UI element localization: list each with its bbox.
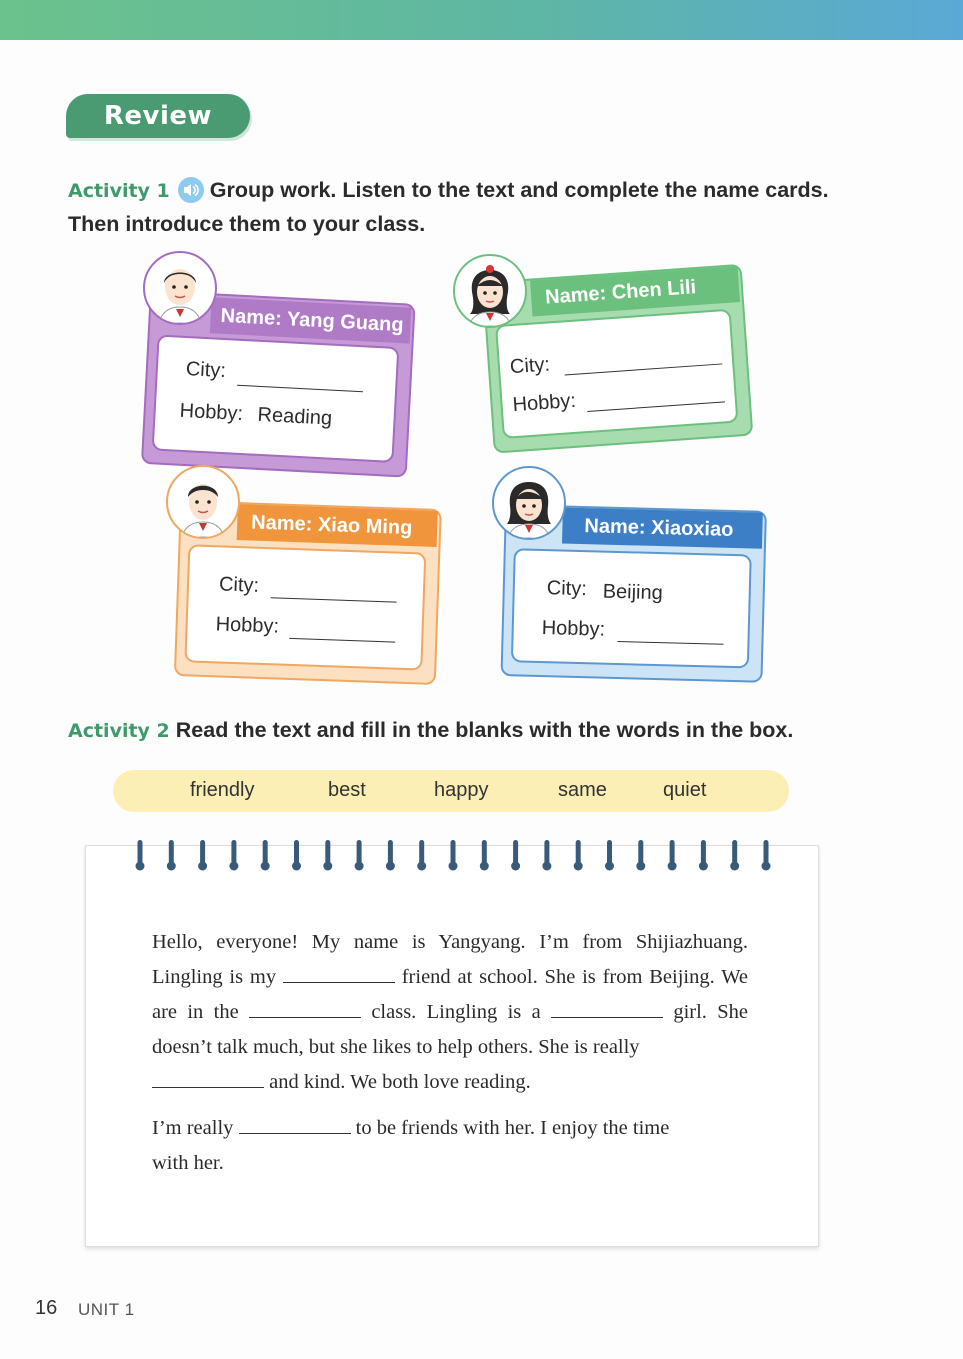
spiral-ring [449,840,458,871]
spiral-ring [167,840,176,871]
passage-text: We are in the [152,966,749,1023]
spiral-ring [386,840,395,871]
spiral-ring [292,840,301,871]
card-name-banner: Name: Xiao Ming [237,504,438,547]
spiral-ring [136,840,145,871]
passage-text: She doesn’t talk much, but she likes to help others. She is really [152,1001,748,1058]
word-option: quiet [663,779,707,801]
word-option: best [328,779,366,801]
fill-blank[interactable] [551,999,663,1018]
spiral-ring [574,840,583,871]
city-label: City: [546,577,588,601]
activity-2-label: Activity 2 [68,720,170,742]
notepad [85,845,819,1247]
card-inner [184,544,426,670]
passage-text: and kind. We both love reading. [269,1071,531,1093]
passage-text: I’m really [152,1117,234,1139]
girl-avatar-icon [492,466,566,540]
top-color-bar [0,0,963,40]
spiral-ring [730,840,739,871]
review-heading: Review [66,94,250,138]
boy-avatar-icon [143,251,217,325]
fill-blank[interactable] [239,1115,351,1134]
card-inner [152,334,400,463]
word-box [113,770,789,812]
fill-blank[interactable] [249,999,361,1018]
activity-1-instruction-line2: Then introduce them to your class. [68,212,426,236]
passage-text: with her. [152,1152,224,1174]
spiral-ring [542,840,551,871]
spiral-ring [355,840,364,871]
activity-2-instruction: Read the text and fill in the blanks with the words in the box. [175,718,794,742]
spiral-ring [668,840,677,871]
passage-text: Lingling is my [152,966,277,988]
hobby-label: Hobby: [541,617,606,641]
passage-text: class. Lingling is a [371,1001,541,1023]
passage-text: to be friends with her. I enjoy the time [355,1117,670,1139]
spiral-ring [480,840,489,871]
passage-text: Hello, everyone! My name is Yangyang. I’m from Shijiazhuang. [152,931,748,953]
card-name-banner: Name: Chen Lili [530,266,740,316]
hobby-label: Hobby: [179,399,244,426]
city-label: City: [509,353,551,379]
spiral-ring [605,840,614,871]
spiral-ring [699,840,708,871]
spiral-ring [198,840,207,871]
passage-text: friend at school. She is from Beijing. [401,966,715,988]
hobby-value: Reading [257,403,333,430]
word-option: same [558,779,607,801]
activity-1-heading [68,174,829,241]
card-inner [511,548,752,668]
spiral-ring [417,840,426,871]
page-number: 16 [35,1297,58,1319]
activity-1-label: Activity 1 [68,180,170,202]
audio-icon[interactable] [178,177,204,203]
spiral-ring [229,840,238,871]
city-label: City: [218,573,260,597]
spiral-ring [636,840,645,871]
city-label: City: [185,358,227,383]
activity-2-heading [68,714,793,748]
boy-avatar-icon [166,465,240,539]
fill-blank[interactable] [283,964,395,983]
girl-avatar-icon [453,254,527,328]
passage-paragraph-2 [152,1111,748,1181]
activity-1-instruction-line1: Group work. Listen to the text and complete the name cards. [209,178,829,202]
spiral-binding [86,838,818,878]
card-name-banner: Name: Xiaoxiao [562,508,763,549]
word-option: friendly [190,779,255,801]
card-name-banner: Name: Yang Guang [210,297,412,343]
word-option: happy [434,779,489,801]
spiral-ring [261,840,270,871]
city-value: Beijing [602,580,664,605]
spiral-ring [762,840,771,871]
unit-label: UNIT 1 [78,1300,135,1319]
passage-text: girl. [673,1001,707,1023]
hobby-label: Hobby: [511,389,577,417]
fill-blank[interactable] [152,1069,264,1088]
spiral-ring [323,840,332,871]
spiral-ring [511,840,520,871]
passage-paragraph-1 [152,925,748,1100]
hobby-label: Hobby: [215,613,280,638]
